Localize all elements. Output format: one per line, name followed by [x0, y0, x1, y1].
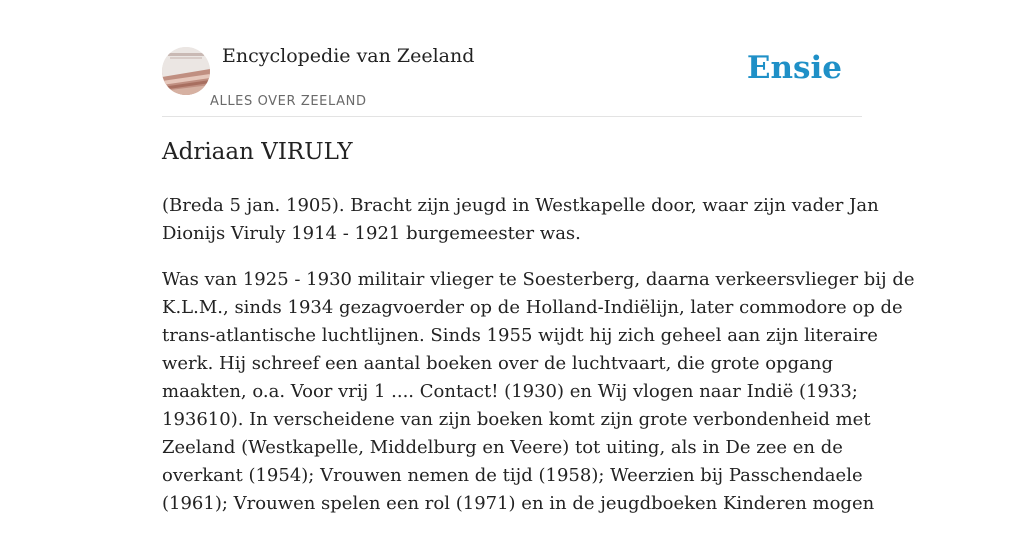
site-header	[162, 0, 862, 117]
paragraph-line: (Breda 5 jan. 1905). Bracht zijn jeugd in Westkapelle door, waar zijn vader Jan	[162, 195, 879, 216]
encyclopedia-book-photo-icon	[162, 47, 210, 95]
paragraph-line: werk. Hij schreef een aantal boeken over de luchtvaart, die grote opgang	[162, 353, 833, 374]
site-avatar[interactable]	[162, 47, 210, 95]
site-name[interactable]: Encyclopedie van Zeeland	[222, 45, 475, 67]
paragraph-line: Zeeland (Westkapelle, Middelburg en Veere) tot uiting, als in De zee en de	[162, 437, 843, 458]
paragraph-line: trans-atlantische luchtlijnen. Sinds 1955 wijdt hij zich geheel aan zijn literaire	[162, 325, 878, 346]
paragraph-line: maakten, o.a. Voor vrij 1 .... Contact! (1930) en Wij vlogen naar Indië (1933;	[162, 381, 858, 402]
paragraph-line: (1961); Vrouwen spelen een rol (1971) en in de jeugdboeken Kinderen mogen	[162, 493, 875, 514]
article-title: Adriaan VIRULY	[162, 139, 353, 165]
ensie-logo[interactable]: Ensie	[746, 50, 842, 86]
article-paragraph	[162, 192, 879, 248]
article-body	[162, 192, 915, 536]
article-paragraph	[162, 266, 915, 518]
paragraph-line: Was van 1925 - 1930 militair vlieger te Soesterberg, daarna verkeersvlieger bij de	[162, 269, 915, 290]
site-tagline: ALLES OVER ZEELAND	[210, 94, 367, 109]
paragraph-line: 193610). In verscheidene van zijn boeken komt zijn grote verbondenheid met	[162, 409, 871, 430]
paragraph-line: Dionijs Viruly 1914 - 1921 burgemeester was.	[162, 223, 581, 244]
paragraph-line: K.L.M., sinds 1934 gezagvoerder op de Holland-Indiëlijn, later commodore op de	[162, 297, 903, 318]
paragraph-line: overkant (1954); Vrouwen nemen de tijd (1958); Weerzien bij Passchendaele	[162, 465, 863, 486]
page	[162, 0, 915, 514]
